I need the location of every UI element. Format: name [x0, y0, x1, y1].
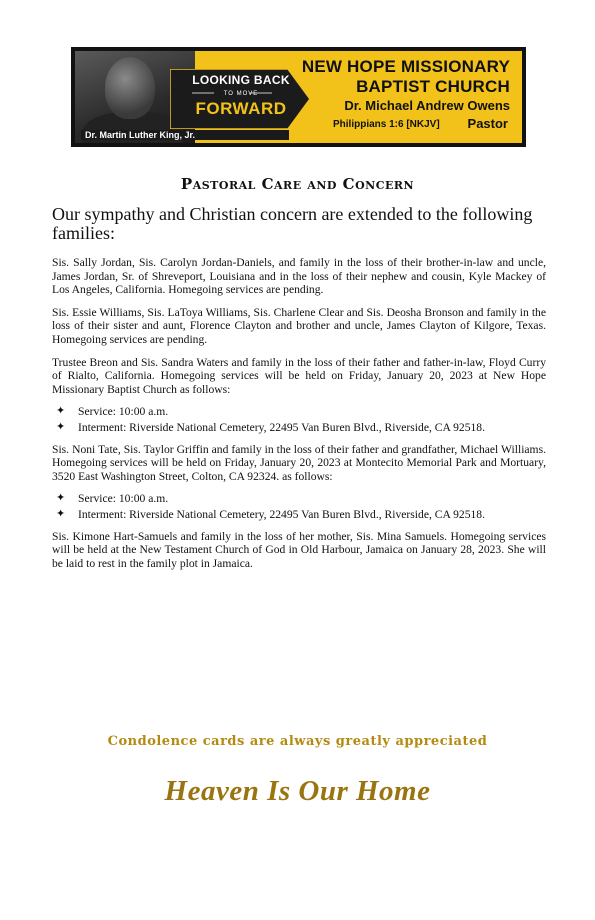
pastor-name: Dr. Michael Andrew Owens — [344, 98, 510, 113]
section-title: Pastoral Care and Concern — [180, 175, 415, 193]
scripture-reference: Philippians 1:6 [NKJV] — [333, 119, 440, 130]
star-bullet-icon: ✦ — [56, 405, 66, 418]
pastor-title: Pastor — [467, 116, 508, 131]
mlk-caption: Dr. Martin Luther King, Jr. — [81, 130, 289, 140]
entry-paragraph: Sis. Sally Jordan, Sis. Carolyn Jordan-Daniels, and family in the loss of their brother-in-law and uncle, James Jordan, Sr. of Shreveport, Louisiana and in the loss of their nephew and cousin, Kyle Mackey of Los Angeles, California. Homegoing services are pending. — [52, 256, 546, 297]
service-details-list — [52, 492, 546, 521]
list-item-text: Service: 10:00 a.m. — [78, 405, 169, 419]
church-name-line2: BAPTIST CHURCH — [356, 77, 510, 96]
service-details-list — [52, 405, 546, 434]
intro-text: Our sympathy and Christian concern are extended to the following families: — [52, 204, 533, 243]
church-name-line1: NEW HOPE MISSIONARY — [301, 57, 510, 76]
list-item-text: Service: 10:00 a.m. — [78, 492, 169, 506]
list-item — [52, 508, 546, 522]
list-item-text: Interment: Riverside National Cemetery, 22495 Van Buren Blvd., Riverside, CA 92518. — [78, 507, 486, 521]
closing-script: Heaven Is Our Home — [164, 775, 431, 807]
condolence-note: Condolence cards are always greatly appreciated — [107, 734, 488, 749]
list-item-text: Interment: Riverside National Cemetery, 22495 Van Buren Blvd., Riverside, CA 92518. — [78, 420, 486, 434]
entry-paragraph: Sis. Kimone Hart-Samuels and family in the loss of her mother, Sis. Mina Samuels. Homegoing services will be held at the New Testament Church of God in Old Harbour, Jamaica on January 28, 2023. She will be laid to rest in the family plot in Jamaica. — [52, 529, 546, 570]
list-item — [52, 405, 546, 419]
church-banner — [71, 47, 526, 147]
star-bullet-icon: ✦ — [56, 420, 66, 433]
forward-text: FORWARD — [195, 99, 287, 118]
list-item — [52, 421, 546, 435]
entry-paragraph: Sis. Essie Williams, Sis. LaToya Williams, Sis. Charlene Clear and Sis. Deosha Bronson and family in the loss of their sister and aunt, Florence Clayton and brother and uncle, James Clayton of Kilgore, Texas. Homegoing services are pending. — [52, 305, 546, 346]
entry-paragraph: Trustee Breon and Sis. Sandra Waters and family in the loss of their father and father-in-law, Floyd Curry of Rialto, California. Homegoing services will be held on Friday, January 20, 2023 at New Hope Missionary Baptist Church as follows: — [52, 355, 546, 396]
portrait-head-shape — [105, 57, 155, 119]
looking-back-text: LOOKING BACK — [192, 73, 290, 87]
star-bullet-icon: ✦ — [56, 492, 66, 505]
star-bullet-icon: ✦ — [56, 507, 66, 520]
entry-paragraph: Sis. Noni Tate, Sis. Taylor Griffin and family in the loss of their father and grandfather, Michael Williams. Homegoing services will be held on Friday, January 20, 2023 at Montecito Memorial Park and Mortuary, 3520 East Washington Street, Colton, CA 92324. as follows: — [52, 442, 546, 483]
to-move-text: TO MOVE — [223, 91, 259, 97]
list-item — [52, 492, 546, 506]
banner-panel — [75, 51, 522, 143]
family-entries — [52, 256, 546, 579]
